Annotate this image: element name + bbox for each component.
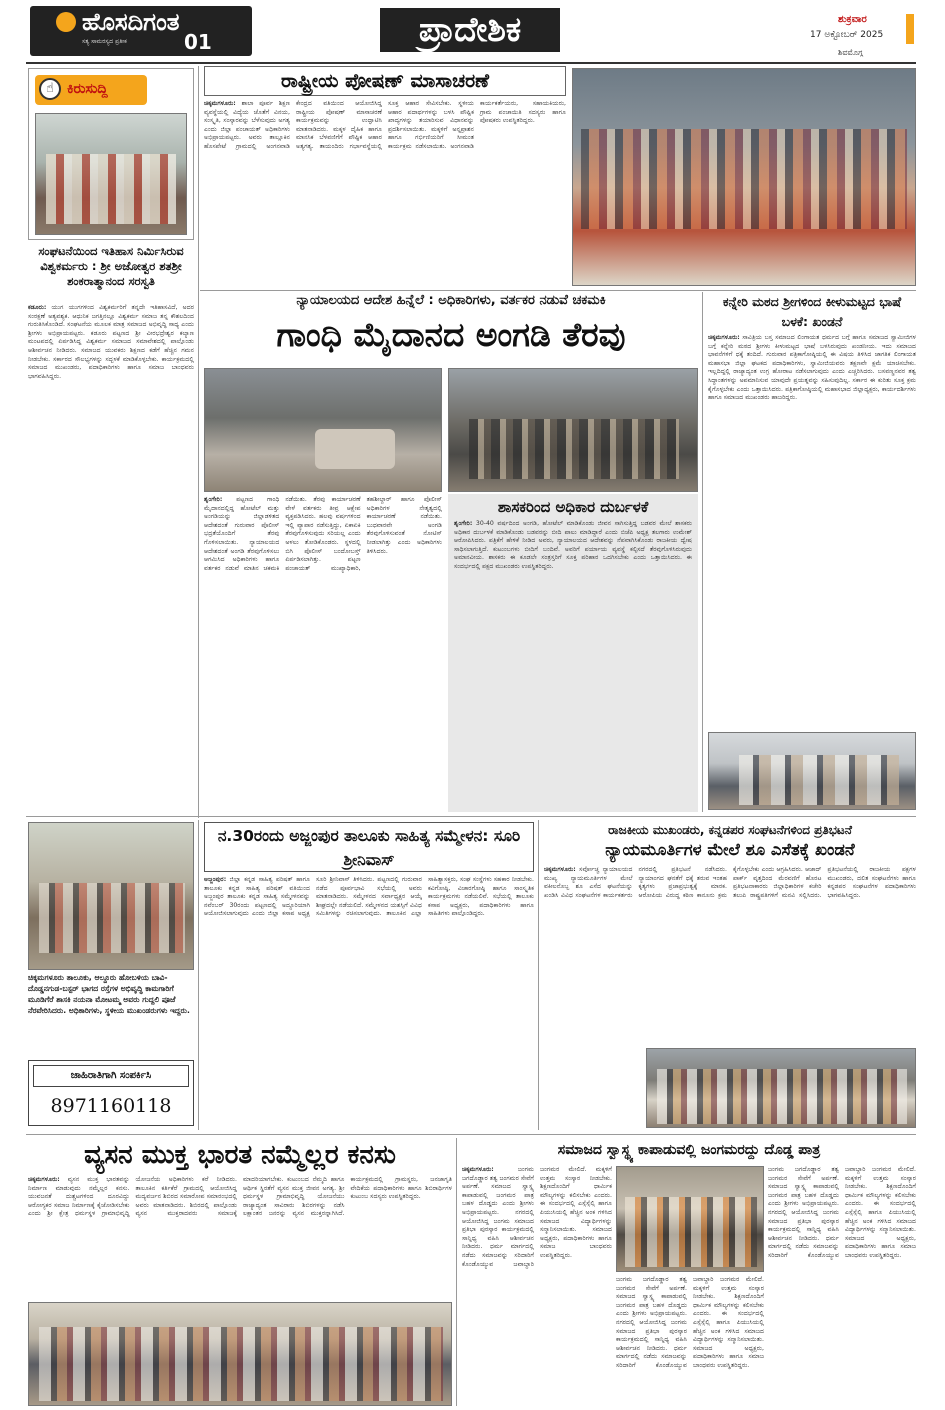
article-text: ಜಂಗಮ ಜಗದೊಡ್ಡಾರ ತತ್ವ ಜಂಗಮರ ಸೇವೆಗೆ ಅರ್ಪಣೆ. ಸಮಾಜದ ಸ್ವಾಸ್ಥ್ಯ ಕಾಪಾಡುವಲ್ಲಿ ಜಂಗಮರ ಪಾತ್ರ ಬಹಳ ದೊಡ್ಡದು ಎಂದು ಶ್ರೀಗಳು ಅಭಿಪ್ರಾಯಪಟ್ಟರು. ನಗರದಲ್ಲಿ ಆಯೋಜಿಸಿದ್ದ ಜಂಗಮ ಸಮಾಜದ ಪ್ರತಿಭಾ ಪುರಸ್ಕಾರ ಕಾರ್ಯಕ್ರಮದಲ್ಲಿ ಸಾನ್ನಿಧ್ಯ ವಹಿಸಿ ಆಶೀರ್ವಚನ ನೀಡಿದರು. ಧರ್ಮ ಮಾರ್ಗದಲ್ಲಿ ನಡೆದು ಸಮಾಜವನ್ನು ಸರಿದಾರಿಗೆ ಕೊಂಡೊಯ್ಯುವ ಜವಾಬ್ದಾರಿ ಜಂಗಮರ ಮೇಲಿದೆ. ಮಕ್ಕಳಿಗೆ ಉತ್ತಮ ಸಂಸ್ಕಾರ ನೀಡಬೇಕು. ಶಿಕ್ಷಣದೊಂದಿಗೆ ಧಾರ್ಮಿಕ ಮೌಲ್ಯಗಳನ್ನು ಕಲಿಸಬೇಕು ಎಂದರು. ಈ ಸಂದರ್ಭದಲ್ಲಿ ಎಸ್ಸೆಸ್ಸೆಲ್ಸಿ ಹಾಗೂ ಪಿಯುಸಿಯಲ್ಲಿ ಹೆಚ್ಚಿನ ಅಂಕ ಗಳಿಸಿದ ಸಮಾಜದ ವಿದ್ಯಾರ್ಥಿಗಳನ್ನು ಸನ್ಮಾನಿಸಲಾಯಿತು. ಸಮಾಜದ ಅಧ್ಯಕ್ಷರು, ಪದಾಧಿಕಾರಿಗಳು ಹಾಗೂ ಸಮಾಜ ಬಾಂಧವರು ಉಪಸ್ಥಿತರಿದ್ದರು.: [462, 1166, 612, 1268]
vyasana-headline: ವ್ಯಸನ ಮುಕ್ತ ಭಾರತ ನಮ್ಮೆಲ್ಲರ ಕನಸು: [84, 1140, 396, 1170]
column-rule: [456, 1138, 457, 1406]
column-rule: [538, 820, 539, 1130]
article-text: ಯುಗ ಯುಗಗಳಿಂದ ವಿಶ್ವಕರ್ಮರಿಗೆ ತನ್ನದೇ ಇತಿಹಾಸವಿದೆ, ಅದರ ಸಂರಕ್ಷಣೆ ಅತ್ಯವಶ್ಯಕ. ಆಧುನಿಕ ಜಗತ್ತಿನಲ್ಲೂ ವಿಶ್ವಕರ್ಮ ಸಮಾಜ ತನ್ನ ಕೌಶಲದಿಂದ ಗುರುತಿಸಿಕೊಂಡಿದೆ. ಸಂಘಟನೆಯ ಮೂಲಕ ಮಾತ್ರ ಸಮಾಜದ ಅಭಿವೃದ್ಧಿ ಸಾಧ್ಯ ಎಂದು ಶ್ರೀಗಳು ಅಭಿಪ್ರಾಯಪಟ್ಟರು. ಕಡೂರು ಪಟ್ಟಣದ ಶ್ರೀ ವೀರಭದ್ರೇಶ್ವರ ಕಲ್ಯಾಣ ಮಂಟಪದಲ್ಲಿ ಏರ್ಪಡಿಸಿದ್ದ ವಿಶ್ವಕರ್ಮ ಸಮಾಜದ ಸಮಾವೇಶದಲ್ಲಿ ಪಾಲ್ಗೊಂಡು ಆಶೀರ್ವಚನ ನೀಡಿದರು. ಸಮಾಜದ ಯುವಕರು ಶಿಕ್ಷಣದ ಕಡೆಗೆ ಹೆಚ್ಚಿನ ಗಮನ ನೀಡಬೇಕು. ಸರ್ಕಾರದ ಸೌಲಭ್ಯಗಳನ್ನು ಸದ್ಬಳಕೆ ಮಾಡಿಕೊಳ್ಳಬೇಕು. ಕಾರ್ಯಕ್ರಮದಲ್ಲಿ ಸಮಾಜದ ಮುಖಂಡರು, ಪದಾಧಿಕಾರಿಗಳು ಹಾಗೂ ಸಮಾಜ ಬಾಂಧವರು ಭಾಗವಹಿಸಿದ್ದರು.: [28, 304, 194, 380]
nyayamurthi-kicker: ರಾಜಕೀಯ ಮುಖಂಡರು, ಕನ್ನಡಪರ ಸಂಘಟನೆಗಳಿಂದ ಪ್ರತಿಭಟನೆ: [608, 823, 852, 837]
dateline: ಚಿಕ್ಕಮಗಳೂರು:: [544, 866, 576, 873]
page-number: 01: [184, 30, 212, 54]
jangama-body-cont: [616, 1276, 764, 1406]
gandhi-photo-left: [204, 368, 442, 492]
dateline: ಅಜ್ಜಂಪುರ:: [204, 876, 227, 883]
shasakar-headline: ಶಾಸಕರಿಂದ ಅಧಿಕಾರ ದುರ್ಬಳಕೆ: [497, 498, 649, 516]
kiru-suddi-body: [28, 304, 194, 812]
nyayamurthi-headline: ನ್ಯಾಯಮೂರ್ತಿಗಳ ಮೇಲೆ ಶೂ ಎಸೆತಕ್ಕೆ ಖಂಡನೆ: [605, 840, 855, 859]
poshan-headline-box: [204, 66, 566, 96]
shasakar-body: [454, 520, 692, 810]
dateline: ಶೃಂಗೇರಿ:: [454, 520, 473, 527]
masthead: [0, 0, 945, 60]
column-rule: [198, 66, 199, 818]
sahitya-body: [204, 876, 534, 1128]
kiru-suddi-headline: ಸಂಘಟನೆಯಿಂದ ಇತಿಹಾಸ ನಿರ್ಮಿಸಿರುವ ವಿಶ್ವಕರ್ಮರು : ಶ್ರೀ ಅಜೋತ್ವರ ಶತಶ್ರೀ ಶಂಕರಾತ್ಮಾನಂದ ಸರಸ್ವತಿ: [38, 244, 184, 288]
photo-car: [315, 429, 395, 469]
hand-icon: ☝: [39, 78, 61, 100]
sahitya-headline: ನ.30ರಂದು ಅಜ್ಜಂಪುರ ತಾಲೂಕು ಸಾಹಿತ್ಯ ಸಮ್ಮೇಳನ: ಸೂರಿ ಶ್ರೀನಿವಾಸ್: [217, 827, 521, 869]
ad-box: [28, 1060, 194, 1126]
gandhi-kicker: ನ್ಯಾಯಾಲಯದ ಆದೇಶ ಹಿನ್ನೆಲೆ : ಅಧಿಕಾರಿಗಳು, ವರ್ತಕರ ನಡುವೆ ಚಕಮಕಿ: [296, 293, 606, 308]
issue-day: ಶುಕ್ರವಾರ: [838, 14, 867, 25]
dateline: ಕಡೂರು:: [28, 304, 47, 311]
section-rule: [200, 290, 916, 291]
article-text: ವ್ಯಸನ ಮುಕ್ತ ಭಾರತವನ್ನು ನಿರ್ಮಾಣ ಮಾಡುವುದು ನಮ್ಮೆಲ್ಲರ ಕನಸು. ಯುವಜನತೆ ದುಶ್ಚಟಗಳಿಂದ ದೂರವಿದ್ದು ಆರೋಗ್ಯಕರ ಸಮಾಜ ನಿರ್ಮಾಣಕ್ಕೆ ಕೈಜೋಡಿಸಬೇಕು ಎಂದು ಶ್ರೀ ಕ್ಷೇತ್ರ ಧರ್ಮಸ್ಥಳ ಗ್ರಾಮಾಭಿವೃದ್ಧಿ ಯೋಜನೆಯ ಅಧಿಕಾರಿಗಳು ಕರೆ ನೀಡಿದರು. ತಾಲೂಕಿನ ಕರ್ತಿಕೆರೆ ಗ್ರಾಮದಲ್ಲಿ ಆಯೋಜಿಸಿದ್ದ ಮದ್ಯವರ್ಜನ ಶಿಬಿರದ ಸಮಾರೋಪ ಸಮಾರಂಭದಲ್ಲಿ ಅವರು ಮಾತನಾಡಿದರು. ಶಿಬಿರದಲ್ಲಿ ಪಾಲ್ಗೊಂಡು ವ್ಯಸನ ಮುಕ್ತರಾದವರು ಸಮಾಜಕ್ಕೆ ಮಾದರಿಯಾಗಬೇಕು. ಕುಟುಂಬದ ನೆಮ್ಮದಿ ಹಾಗೂ ಆರ್ಥಿಕ ಸ್ಥಿರತೆಗೆ ವ್ಯಸನ ಮುಕ್ತ ಜೀವನ ಅಗತ್ಯ. ಶ್ರೀ ಧರ್ಮಸ್ಥಳ ಗ್ರಾಮಾಭಿವೃದ್ಧಿ ಯೋಜನೆಯು ರಾಜ್ಯಾದ್ಯಂತ ಸಾವಿರಾರು ಶಿಬಿರಗಳನ್ನು ನಡೆಸಿ ಲಕ್ಷಾಂತರ ಜನರನ್ನು ವ್ಯಸನ ಮುಕ್ತರನ್ನಾಗಿಸಿದೆ. ಕಾರ್ಯಕ್ರಮದಲ್ಲಿ ಗ್ರಾಮಸ್ಥರು, ಜನಜಾಗೃತಿ ವೇದಿಕೆಯ ಪದಾಧಿಕಾರಿಗಳು ಹಾಗೂ ಶಿಬಿರಾರ್ಥಿಗಳ ಕುಟುಂಬ ಸದಸ್ಯರು ಉಪಸ್ಥಿತರಿದ್ದರು.: [28, 1176, 452, 1218]
brief-photo: [28, 822, 194, 970]
photo-press: [739, 755, 899, 805]
nyayamurthi-body: [544, 866, 916, 1046]
paper-name: ಹೊಸದಿಗಂತ: [82, 8, 180, 36]
kiru-suddi-badge: ಕಿರುಸುದ್ದಿ: [67, 81, 108, 97]
article-text: ಸರ್ವೋಚ್ಚ ನ್ಯಾಯಾಲಯದ ಮುಖ್ಯ ನ್ಯಾಯಮೂರ್ತಿಗಳ ಮೇಲೆ ವಕೀಲನೊಬ್ಬ ಶೂ ಎಸೆದ ಘಟನೆಯನ್ನು ಖಂಡಿಸಿ ವಿವಿಧ ಸಂಘಟನೆಗಳ ಕಾರ್ಯಕರ್ತರು ನಗರದಲ್ಲಿ ಪ್ರತಿಭಟನೆ ನಡೆಸಿದರು. ನ್ಯಾಯಾಂಗದ ಘನತೆಗೆ ಧಕ್ಕೆ ತರುವ ಇಂತಹ ಕೃತ್ಯಗಳು ಪ್ರಜಾಪ್ರಭುತ್ವಕ್ಕೆ ಮಾರಕ. ಆರೋಪಿಯ ವಿರುದ್ಧ ಕಠಿಣ ಕಾನೂನು ಕ್ರಮ ಕೈಗೊಳ್ಳಬೇಕು ಎಂದು ಆಗ್ರಹಿಸಿದರು. ಆಜಾದ್ ಪಾರ್ಕ್ ವೃತ್ತದಿಂದ ಮೆರವಣಿಗೆ ಹೊರಟ ಪ್ರತಿಭಟನಾಕಾರರು ಜಿಲ್ಲಾಧಿಕಾರಿಗಳ ಕಚೇರಿ ತಲುಪಿ ರಾಷ್ಟ್ರಪತಿಗಳಿಗೆ ಮನವಿ ಸಲ್ಲಿಸಿದರು. ಪ್ರತಿಭಟನೆಯಲ್ಲಿ ರಾಜಕೀಯ ಪಕ್ಷಗಳ ಮುಖಂಡರು, ದಲಿತ ಸಂಘಟನೆಗಳು ಹಾಗೂ ಕನ್ನಡಪರ ಸಂಘಟನೆಗಳ ಪದಾಧಿಕಾರಿಗಳು ಭಾಗವಹಿಸಿದ್ದರು.: [544, 866, 916, 899]
poshan-headline: ರಾಷ್ಟ್ರೀಯ ಪೋಷಣ್ ಮಾಸಾಚರಣೆ: [281, 70, 489, 92]
jangama-body: [462, 1166, 612, 1406]
photo-people: [39, 883, 185, 953]
issue-date: 17 ಅಕ್ಟೋಬರ್ 2025: [810, 30, 884, 40]
kiru-suddi-photo: [35, 113, 187, 235]
article-text: ಜಿಲ್ಲಾ ಕನ್ನಡ ಸಾಹಿತ್ಯ ಪರಿಷತ್ ಹಾಗೂ ತಾಲೂಕು ಕನ್ನಡ ಸಾಹಿತ್ಯ ಪರಿಷತ್ ವತಿಯಿಂದ ಅಜ್ಜಂಪುರ ತಾಲೂಕು ಕನ್ನಡ ಸಾಹಿತ್ಯ ಸಮ್ಮೇಳನವನ್ನು ನವೆಂಬರ್ 30ರಂದು ಪಟ್ಟಣದಲ್ಲಿ ಅದ್ದೂರಿಯಾಗಿ ಆಯೋಜಿಸಲಾಗುವುದು ಎಂದು ಜಿಲ್ಲಾ ಕಸಾಪ ಅಧ್ಯಕ್ಷ ಸೂರಿ ಶ್ರೀನಿವಾಸ್ ತಿಳಿಸಿದರು. ಪಟ್ಟಣದಲ್ಲಿ ಗುರುವಾರ ನಡೆದ ಪೂರ್ವಭಾವಿ ಸಭೆಯಲ್ಲಿ ಅವರು ಮಾತನಾಡಿದರು. ಸಮ್ಮೇಳನದ ಸರ್ವಾಧ್ಯಕ್ಷರ ಆಯ್ಕೆ ಶೀಘ್ರದಲ್ಲೇ ನಡೆಯಲಿದೆ. ಸಮ್ಮೇಳನದ ಯಶಸ್ಸಿಗೆ ವಿವಿಧ ಸಮಿತಿಗಳನ್ನು ರಚಿಸಲಾಗುವುದು. ತಾಲೂಕಿನ ಎಲ್ಲಾ ಸಾಹಿತ್ಯಾಸಕ್ತರು, ಸಂಘ ಸಂಸ್ಥೆಗಳು ಸಹಕಾರ ನೀಡಬೇಕು. ಕವಿಗೋಷ್ಠಿ, ವಿಚಾರಗೋಷ್ಠಿ ಹಾಗೂ ಸಾಂಸ್ಕೃತಿಕ ಕಾರ್ಯಕ್ರಮಗಳು ನಡೆಯಲಿವೆ. ಸಭೆಯಲ್ಲಿ ತಾಲೂಕು ಕಸಾಪ ಅಧ್ಯಕ್ಷರು, ಪದಾಧಿಕಾರಿಗಳು ಹಾಗೂ ಸಾಹಿತಿಗಳು ಪಾಲ್ಗೊಂಡಿದ್ದರು.: [204, 876, 534, 918]
dateline: ಚಿಕ್ಕಮಗಳೂರು:: [462, 1166, 494, 1173]
kiru-suddi-box: [28, 68, 194, 240]
article-text: 30-40 ವರ್ಷದಿಂದ ಅಂಗಡಿ, ಹೋಟೆಲ್ ಮಾಡಿಕೊಂಡು ಜೀವನ ಸಾಗಿಸುತ್ತಿದ್ದ ಬಡವರ ಮೇಲೆ ಶಾಸಕರು ಅಧಿಕಾರ ದುರ್ಬಳಕೆ ಮಾಡಿಕೊಂಡು ಬಡವರನ್ನು ಬೀದಿ ಪಾಲು ಮಾಡಿದ್ದಾರೆ ಎಂದು ಬಿಜೆಪಿ ಅಧ್ಯಕ್ಷ ತಲಗಾರು ಉಮೇಶ್ ಆರೋಪಿಸಿದರು. ಪತ್ರಿಕೆಗೆ ಹೇಳಿಕೆ ನೀಡಿದ ಅವರು, ನ್ಯಾಯಾಲಯದ ಆದೇಶವನ್ನು ನೆಪವಾಗಿಸಿಕೊಂಡು ರಾಜಕೀಯ ದ್ವೇಷ ಸಾಧಿಸಲಾಗುತ್ತಿದೆ. ಕುಟುಂಬಗಳು ಬೀದಿಗೆ ಬಂದಿವೆ. ಅವರಿಗೆ ಪರ್ಯಾಯ ವ್ಯವಸ್ಥೆ ಕಲ್ಪಿಸದೆ ತೆರವುಗೊಳಿಸಿರುವುದು ಅಮಾನವೀಯ. ಶಾಸಕರು ಈ ಕೂಡಲೇ ಸಂತ್ರಸ್ತರಿಗೆ ಸೂಕ್ತ ಪರಿಹಾರ ಒದಗಿಸಬೇಕು ಎಂದು ಒತ್ತಾಯಿಸಿದರು. ಈ ಸಂದರ್ಭದಲ್ಲಿ ಪಕ್ಷದ ಮುಖಂಡರು ಉಪಸ್ಥಿತರಿದ್ದರು.: [454, 520, 692, 570]
article-text: ಸಾವಿತ್ರಿಯ ಬಸ್ತ ಸಮಾಜದ ಲಿಂಗಾಯತ ಧರ್ಮದ ಬಗ್ಗೆ ಹಾಗೂ ಸಮಾಜದ ಸ್ವಾಮೀಜಿಗಳ ಬಗ್ಗೆ ಕನ್ನೇರಿ ಮಠದ ಶ್ರೀಗಳು ಕೀಳುಮಟ್ಟದ ಭಾಷೆ ಬಳಸಿರುವುದು ಖಂಡನೀಯ. ಇದು ಸಮಾಜದ ಭಾವನೆಗಳಿಗೆ ಧಕ್ಕೆ ತಂದಿದೆ. ಗುರುವಾರ ಪತ್ರಿಕಾಗೋಷ್ಠಿಯಲ್ಲಿ ಈ ವಿಷಯ ತಿಳಿಸಿದ ಜಾಗತಿಕ ಲಿಂಗಾಯತ ಮಹಾಸಭಾ ಜಿಲ್ಲಾ ಘಟಕದ ಪದಾಧಿಕಾರಿಗಳು, ಸ್ವಾಮೀಜಿಯವರು ತಕ್ಷಣವೇ ಕ್ಷಮೆ ಯಾಚಿಸಬೇಕು. ಇಲ್ಲದಿದ್ದಲ್ಲಿ ರಾಜ್ಯಾದ್ಯಂತ ಉಗ್ರ ಹೋರಾಟ ನಡೆಸಲಾಗುವುದು ಎಂದು ಎಚ್ಚರಿಸಿದರು. ಬಸವಣ್ಣನವರ ತತ್ವ ಸಿದ್ಧಾಂತಗಳನ್ನು ಅಪಮಾನಿಸುವ ಯಾವುದೇ ಪ್ರಯತ್ನವನ್ನು ಸಹಿಸುವುದಿಲ್ಲ. ಸರ್ಕಾರ ಈ ಕುರಿತು ಸೂಕ್ತ ಕ್ರಮ ಕೈಗೊಳ್ಳಬೇಕು ಎಂದು ಒತ್ತಾಯಿಸಿದರು. ಪತ್ರಿಕಾಗೋಷ್ಠಿಯಲ್ಲಿ ಮಹಾಸಭಾದ ಜಿಲ್ಲಾಧ್ಯಕ್ಷರು, ಕಾರ್ಯದರ್ಶಿಗಳು ಹಾಗೂ ಸಮಾಜದ ಮುಖಂಡರು ಹಾಜರಿದ್ದರು.: [708, 334, 916, 402]
dateline: ಚಿಕ್ಕಮಗಳೂರು:: [28, 1176, 60, 1183]
dateline: ಚಿಕ್ಕಮಗಳೂರು:: [204, 100, 236, 107]
photo-group: [581, 129, 907, 229]
edition-city: ಶಿವಮೊಗ್ಗ: [838, 48, 863, 57]
photo-people: [46, 154, 176, 224]
ad-phone: 8971160118: [50, 1095, 172, 1117]
column-rule: [198, 820, 199, 1130]
kanneri-headline: ಕನ್ನೇರಿ ಮಠದ ಶ್ರೀಗಳಿಂದ ಕೀಳುಮಟ್ಟದ ಭಾಷೆ ಬಳಕೆ: ಖಂಡನೆ: [722, 294, 902, 329]
logo-emblem-icon: [56, 12, 76, 32]
article-text: ಜಂಗಮ ಜಗದೊಡ್ಡಾರ ತತ್ವ ಜಂಗಮರ ಸೇವೆಗೆ ಅರ್ಪಣೆ. ಸಮಾಜದ ಸ್ವಾಸ್ಥ್ಯ ಕಾಪಾಡುವಲ್ಲಿ ಜಂಗಮರ ಪಾತ್ರ ಬಹಳ ದೊಡ್ಡದು ಎಂದು ಶ್ರೀಗಳು ಅಭಿಪ್ರಾಯಪಟ್ಟರು. ನಗರದಲ್ಲಿ ಆಯೋಜಿಸಿದ್ದ ಜಂಗಮ ಸಮಾಜದ ಪ್ರತಿಭಾ ಪುರಸ್ಕಾರ ಕಾರ್ಯಕ್ರಮದಲ್ಲಿ ಸಾನ್ನಿಧ್ಯ ವಹಿಸಿ ಆಶೀರ್ವಚನ ನೀಡಿದರು. ಧರ್ಮ ಮಾರ್ಗದಲ್ಲಿ ನಡೆದು ಸಮಾಜವನ್ನು ಸರಿದಾರಿಗೆ ಕೊಂಡೊಯ್ಯುವ ಜವಾಬ್ದಾರಿ ಜಂಗಮರ ಮೇಲಿದೆ. ಮಕ್ಕಳಿಗೆ ಉತ್ತಮ ಸಂಸ್ಕಾರ ನೀಡಬೇಕು. ಶಿಕ್ಷಣದೊಂದಿಗೆ ಧಾರ್ಮಿಕ ಮೌಲ್ಯಗಳನ್ನು ಕಲಿಸಬೇಕು ಎಂದರು. ಈ ಸಂದರ್ಭದಲ್ಲಿ ಎಸ್ಸೆಸ್ಸೆಲ್ಸಿ ಹಾಗೂ ಪಿಯುಸಿಯಲ್ಲಿ ಹೆಚ್ಚಿನ ಅಂಕ ಗಳಿಸಿದ ಸಮಾಜದ ವಿದ್ಯಾರ್ಥಿಗಳನ್ನು ಸನ್ಮಾನಿಸಲಾಯಿತು. ಸಮಾಜದ ಅಧ್ಯಕ್ಷರು, ಪದಾಧಿಕಾರಿಗಳು ಹಾಗೂ ಸಮಾಜ ಬಾಂಧವರು ಉಪಸ್ಥಿತರಿದ್ದರು.: [616, 1276, 764, 1369]
photo-seers: [625, 1197, 757, 1267]
article-text: ಜಂಗಮ ಜಗದೊಡ್ಡಾರ ತತ್ವ ಜಂಗಮರ ಸೇವೆಗೆ ಅರ್ಪಣೆ. ಸಮಾಜದ ಸ್ವಾಸ್ಥ್ಯ ಕಾಪಾಡುವಲ್ಲಿ ಜಂಗಮರ ಪಾತ್ರ ಬಹಳ ದೊಡ್ಡದು ಎಂದು ಶ್ರೀಗಳು ಅಭಿಪ್ರಾಯಪಟ್ಟರು. ನಗರದಲ್ಲಿ ಆಯೋಜಿಸಿದ್ದ ಜಂಗಮ ಸಮಾಜದ ಪ್ರತಿಭಾ ಪುರಸ್ಕಾರ ಕಾರ್ಯಕ್ರಮದಲ್ಲಿ ಸಾನ್ನಿಧ್ಯ ವಹಿಸಿ ಆಶೀರ್ವಚನ ನೀಡಿದರು. ಧರ್ಮ ಮಾರ್ಗದಲ್ಲಿ ನಡೆದು ಸಮಾಜವನ್ನು ಸರಿದಾರಿಗೆ ಕೊಂಡೊಯ್ಯುವ ಜವಾಬ್ದಾರಿ ಜಂಗಮರ ಮೇಲಿದೆ. ಮಕ್ಕಳಿಗೆ ಉತ್ತಮ ಸಂಸ್ಕಾರ ನೀಡಬೇಕು. ಶಿಕ್ಷಣದೊಂದಿಗೆ ಧಾರ್ಮಿಕ ಮೌಲ್ಯಗಳನ್ನು ಕಲಿಸಬೇಕು ಎಂದರು. ಈ ಸಂದರ್ಭದಲ್ಲಿ ಎಸ್ಸೆಸ್ಸೆಲ್ಸಿ ಹಾಗೂ ಪಿಯುಸಿಯಲ್ಲಿ ಹೆಚ್ಚಿನ ಅಂಕ ಗಳಿಸಿದ ಸಮಾಜದ ವಿದ್ಯಾರ್ಥಿಗಳನ್ನು ಸನ್ಮಾನಿಸಲಾಯಿತು. ಸಮಾಜದ ಅಧ್ಯಕ್ಷರು, ಪದಾಧಿಕಾರಿಗಳು ಹಾಗೂ ಸಮಾಜ ಬಾಂಧವರು ಉಪಸ್ಥಿತರಿದ್ದರು.: [768, 1166, 916, 1259]
jangama-photo: [616, 1166, 764, 1272]
section-title: ಪ್ರಾದೇಶಿಕ: [380, 8, 560, 52]
jangama-headline: ಸಮಾಜದ ಸ್ವಾಸ್ಥ್ಯ ಕಾಪಾಡುವಲ್ಲಿ ಜಂಗಮರದ್ದು ದೊಡ್ಡ ಪಾತ್ರ: [557, 1142, 821, 1158]
gandhi-body: [204, 496, 442, 810]
photo-protest: [657, 1069, 907, 1124]
poshan-body: [204, 100, 566, 284]
jangama-body-side: [768, 1166, 916, 1406]
dateline: ಶೃಂಗೇರಿ:: [204, 496, 223, 503]
section-rule: [26, 1134, 916, 1135]
article-text: ಶಾಲಾ ಪೂರ್ವ ಶಿಕ್ಷಣ ವ್ಯವಸ್ಥೆಯಲ್ಲಿ ವಿದ್ಯೆಯ ಜೊತೆಗೆ ವಿನಯ, ಸಂಸ್ಕೃತಿ, ಸಂಸ್ಕಾರವನ್ನು ಬೆಳೆಸುವುದು ಅಗತ್ಯ ಎಂದು ಜಿಲ್ಲಾ ಪಂಚಾಯತ್ ಅಧಿಕಾರಿಗಳು ಅಭಿಪ್ರಾಯಪಟ್ಟರು. ಅವರು ತಾಲ್ಲೂಕಿನ ಹೊಸಪೇಟೆ ಗ್ರಾಮದಲ್ಲಿ ಅಂಗನವಾಡಿ ಕೇಂದ್ರದ ವತಿಯಿಂದ ಆಯೋಜಿಸಿದ್ದ ರಾಷ್ಟ್ರೀಯ ಪೋಷಣ್ ಮಾಸಾಚರಣೆ ಕಾರ್ಯಕ್ರಮವನ್ನು ಉದ್ಘಾಟಿಸಿ ಮಾತನಾಡಿದರು. ಮಕ್ಕಳ ದೈಹಿಕ ಹಾಗೂ ಮಾನಸಿಕ ಬೆಳವಣಿಗೆಗೆ ಪೌಷ್ಟಿಕ ಆಹಾರ ಅತ್ಯಗತ್ಯ. ತಾಯಂದಿರು ಗರ್ಭಾವಸ್ಥೆಯಲ್ಲಿ ಸೂಕ್ತ ಆಹಾರ ಸೇವಿಸಬೇಕು. ಸ್ಥಳೀಯ ಆಹಾರ ಪದಾರ್ಥಗಳನ್ನು ಬಳಸಿ ಪೌಷ್ಟಿಕ ಖಾದ್ಯಗಳನ್ನು ತಯಾರಿಸುವ ವಿಧಾನವನ್ನು ಪ್ರದರ್ಶಿಸಲಾಯಿತು. ಮಕ್ಕಳಿಗೆ ಅನ್ನಪ್ರಾಶನ ಹಾಗೂ ಗರ್ಭಿಣಿಯರಿಗೆ ಸೀಮಂತ ಕಾರ್ಯಕ್ರಮ ನಡೆಸಲಾಯಿತು. ಅಂಗನವಾಡಿ ಕಾರ್ಯಕರ್ತೆಯರು, ಸಹಾಯಕಿಯರು, ಗ್ರಾಮ ಪಂಚಾಯಿತಿ ಸದಸ್ಯರು ಹಾಗೂ ಪೋಷಕರು ಉಪಸ್ಥಿತರಿದ್ದರು.: [204, 100, 566, 150]
sahitya-headline-box: [204, 822, 534, 872]
nyayamurthi-photo: [646, 1048, 916, 1128]
brief-caption: ಚಿಕ್ಕಮಗಳೂರು ತಾಲೂಕು, ಆಲ್ದೂರು ಹೋಬಳಿಯ ಬಾವಿ-ದೊಡ್ಡನಗುಡ-ಬಸ್ಟರ್ ಭಾಗದ ರಸ್ತೆಗಳ ಅಭಿವೃದ್ಧಿ ಕಾಮಗಾರಿಗೆ ಮೂಡಿಗೆರೆ ಶಾಸಕಿ ನಯನಾ ಮೋಟಮ್ಮ ಅವರು ಗುದ್ದಲಿ ಪೂಜೆ ನೆರವೇರಿಸಿದರು. ಅಧಿಕಾರಿಗಳು, ಸ್ಥಳೀಯ ಮುಖಂಡರುಗಳು ಇದ್ದರು.: [28, 973, 190, 1015]
poshan-photo: [572, 68, 916, 286]
accent-bar: [906, 14, 914, 44]
photo-event: [39, 1327, 443, 1401]
masthead-rule: [26, 62, 916, 64]
article-text: ಪಟ್ಟಣದ ಗಾಂಧಿ ಮೈದಾನದಲ್ಲಿದ್ದ ಹೋಟೆಲ್ ಮತ್ತು ಅಂಗಡಿಯನ್ನು ಜಿಲ್ಲಾಡಳಿತದ ಆದೇಶದಂತೆ ಗುರುವಾರ ಪೊಲೀಸ್ ಭದ್ರತೆಯೊಂದಿಗೆ ತೆರವು ಗೊಳಿಸಲಾಯಿತು. ನ್ಯಾಯಾಲಯದ ಆದೇಶದಂತೆ ಅಂಗಡಿ ತೆರವುಗೊಳಿಸಲು ಆಗಮಿಸಿದ ಅಧಿಕಾರಿಗಳು ಹಾಗೂ ವರ್ತಕರ ನಡುವೆ ಮಾತಿನ ಚಕಮಕಿ ನಡೆಯಿತು. ತೆರವು ಕಾರ್ಯಾಚರಣೆ ವೇಳೆ ವರ್ತಕರು ತೀವ್ರ ಆಕ್ಷೇಪ ವ್ಯಕ್ತಪಡಿಸಿದರು. ಹಲವು ವರ್ಷಗಳಿಂದ ಇಲ್ಲಿ ವ್ಯಾಪಾರ ನಡೆಸುತ್ತಿದ್ದು, ಏಕಾಏಕಿ ತೆರವುಗೊಳಿಸುವುದು ಸರಿಯಲ್ಲ ಎಂದು ಅಳಲು ತೋಡಿಕೊಂಡರು. ಸ್ಥಳದಲ್ಲಿ ಬಿಗಿ ಪೊಲೀಸ್ ಬಂದೋಬಸ್ತ್ ಏರ್ಪಡಿಸಲಾಗಿತ್ತು. ಪಟ್ಟಣ ಪಂಚಾಯತ್ ಮುಖ್ಯಾಧಿಕಾರಿ, ತಹಶೀಲ್ದಾರ್ ಹಾಗೂ ಪೊಲೀಸ್ ಅಧಿಕಾರಿಗಳ ನೇತೃತ್ವದಲ್ಲಿ ಕಾರ್ಯಾಚರಣೆ ನಡೆಯಿತು. ಬುಧವಾರವೇ ಅಂಗಡಿ ತೆರವುಗೊಳಿಸುವಂತೆ ನೋಟಿಸ್ ನೀಡಲಾಗಿತ್ತು ಎಂದು ಅಧಿಕಾರಿಗಳು ತಿಳಿಸಿದರು.: [204, 496, 442, 572]
gandhi-headline: ಗಾಂಧಿ ಮೈದಾನದ ಅಂಗಡಿ ತೆರವು: [276, 315, 626, 354]
vyasana-photo: [28, 1302, 452, 1406]
kanneri-photo: [708, 732, 916, 810]
paper-tagline: ಸತ್ಯ ಸಾಮರಸ್ಯದ ಪ್ರತೀಕ: [82, 38, 127, 45]
gandhi-photo-right: [448, 368, 698, 492]
vyasana-body: [28, 1176, 452, 1298]
section-rule: [26, 816, 916, 817]
column-rule: [702, 292, 703, 812]
ad-title: ಜಾಹಿರಾತಿಗಾಗಿ ಸಂಪರ್ಕಿಸಿ: [33, 1065, 189, 1087]
photo-crowd: [469, 419, 679, 479]
dateline: ಚಿಕ್ಕಮಗಳೂರು:: [708, 334, 740, 341]
kanneri-body: [708, 334, 916, 730]
